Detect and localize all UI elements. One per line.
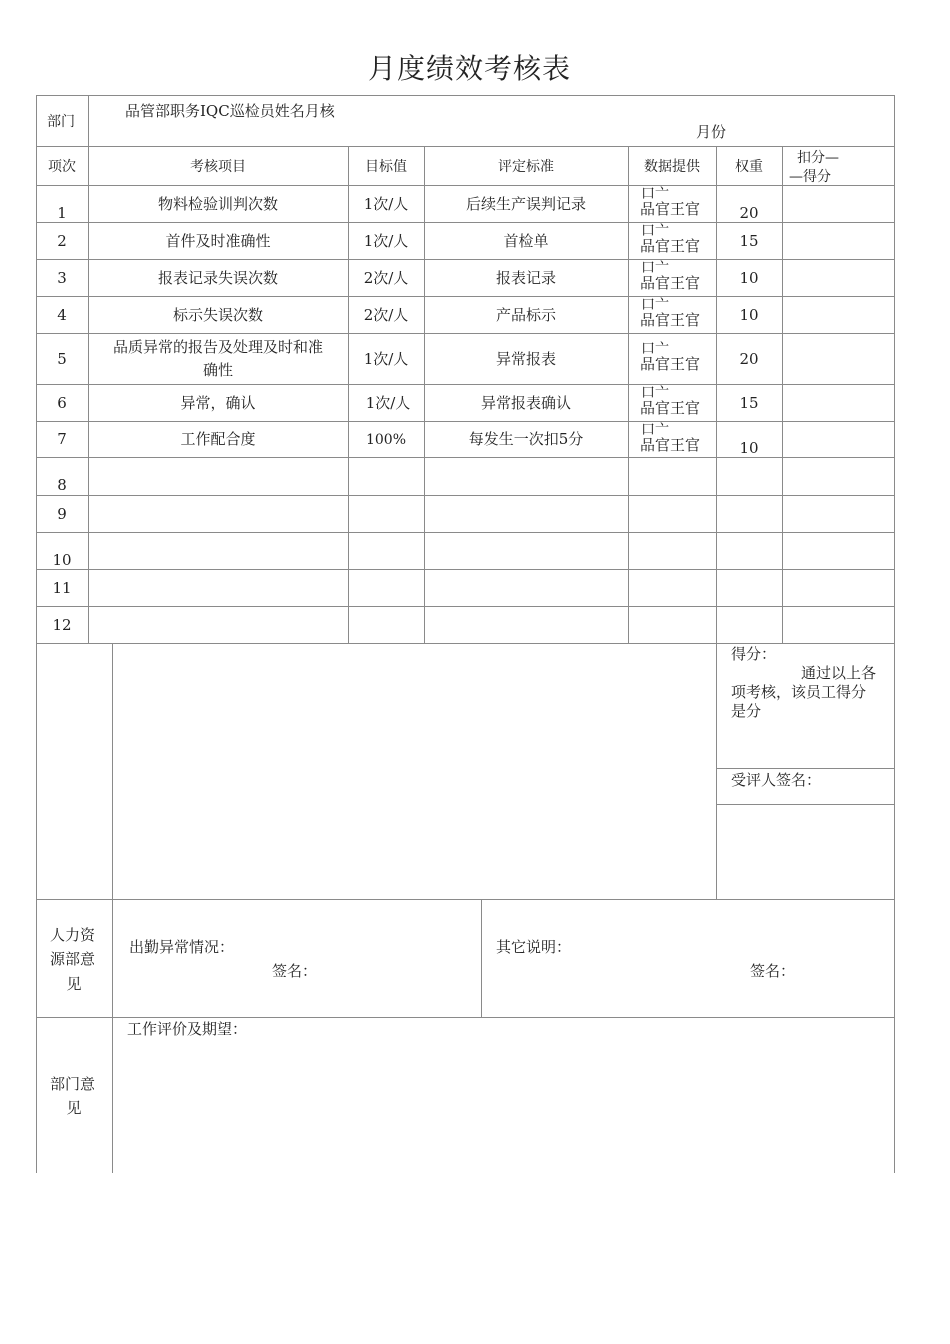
row-item: 工作配合度 (180, 430, 256, 448)
col-header-weight: 权重 (735, 159, 763, 175)
row-item: 报表记录失误次数 (157, 269, 278, 287)
row-no: 11 (52, 579, 72, 597)
row-target: 2次/人 (363, 306, 409, 324)
row-weight: 20 (739, 204, 759, 222)
hr-signature-right: 签名： (750, 962, 796, 980)
row-standard: 报表记录 (495, 269, 556, 287)
dept-opinion-label-line1: 部门意 (50, 1075, 96, 1093)
row-standard: 首检单 (503, 232, 549, 250)
row-standard: 异常报表确认 (480, 394, 571, 412)
col-header-standard: 评定标准 (498, 159, 554, 175)
row-item: 物料检验训判次数 (157, 195, 278, 213)
row-standard: 产品标示 (495, 306, 556, 324)
hr-label-line1: 人力资 (50, 926, 96, 944)
row-no: 4 (57, 306, 67, 324)
dept-label: 部门 (47, 114, 75, 130)
row-no: 3 (57, 269, 67, 287)
row-provider: 口亠 品官王官 (640, 341, 701, 373)
hr-signature-left: 签名： (272, 962, 318, 980)
row-weight: 10 (739, 306, 759, 324)
row-target: 100% (365, 432, 407, 448)
score-text-line3: 是分 (731, 702, 762, 720)
col-header-no: 项次 (48, 159, 76, 175)
row-weight: 15 (739, 232, 759, 250)
row-item-line2: 确性 (202, 361, 233, 379)
row-target: 1次/人 (365, 394, 411, 412)
hr-label-line2: 源部意 (50, 950, 96, 968)
row-no: 8 (57, 476, 67, 494)
row-no: 5 (57, 350, 67, 368)
row-weight: 15 (739, 394, 759, 412)
score-text-line1: 通过以上各 (801, 664, 877, 682)
row-provider: 口亠 品官王官 (640, 260, 701, 292)
row-provider: 口亠 品官王官 (640, 297, 701, 329)
header-info: 品管部职务IQC巡检员姓名月核 (125, 102, 335, 120)
hr-label-line3: 见 (66, 975, 82, 993)
row-no: 9 (57, 505, 67, 523)
row-provider: 口亠 品官王官 (640, 186, 701, 218)
row-item: 标示失误次数 (172, 306, 263, 324)
row-target: 1次/人 (363, 232, 409, 250)
other-notes-label: 其它说明： (496, 938, 572, 956)
row-target: 1次/人 (363, 350, 409, 368)
row-weight: 20 (739, 350, 759, 368)
row-standard: 后续生产误判记录 (465, 195, 586, 213)
row-standard: 每发生一次扣5分 (468, 430, 584, 448)
col-header-deduct-top: 扣分— (797, 150, 839, 166)
row-target: 1次/人 (363, 195, 409, 213)
score-text-line2: 项考核，该员工得分 (731, 683, 867, 701)
row-no: 12 (52, 616, 72, 634)
col-header-item: 考核项目 (190, 159, 246, 175)
row-standard: 异常报表 (495, 350, 556, 368)
row-weight: 10 (739, 439, 759, 457)
dept-opinion-label-line2: 见 (66, 1099, 82, 1117)
row-item: 首件及时准确性 (165, 232, 271, 250)
score-label: 得分： (731, 645, 777, 663)
page-title: 月度绩效考核表 (368, 52, 572, 85)
row-provider: 口亠 品官王官 (640, 223, 701, 255)
row-item: 异常，确认 (180, 394, 256, 412)
row-no: 7 (57, 430, 67, 448)
col-header-provider: 数据提供 (644, 159, 700, 175)
row-item-line1: 品质异常的报告及处理及时和准 (112, 338, 323, 356)
row-no: 1 (57, 204, 67, 222)
reviewee-signature-label: 受评人签名： (731, 771, 822, 789)
row-provider: 口亠 品官王官 (640, 385, 701, 417)
month-label: 月份 (696, 123, 727, 141)
col-header-target: 目标值 (365, 159, 407, 175)
row-provider: 口亠 品官王官 (640, 422, 701, 454)
row-no: 6 (57, 394, 67, 412)
attendance-label: 出勤异常情况： (129, 938, 235, 956)
col-header-deduct-bottom: —得分 (789, 169, 831, 185)
row-no: 2 (57, 232, 67, 250)
row-weight: 10 (739, 269, 759, 287)
evaluation-label: 工作评价及期望： (127, 1020, 248, 1038)
row-no: 10 (52, 551, 72, 569)
row-target: 2次/人 (363, 269, 409, 287)
